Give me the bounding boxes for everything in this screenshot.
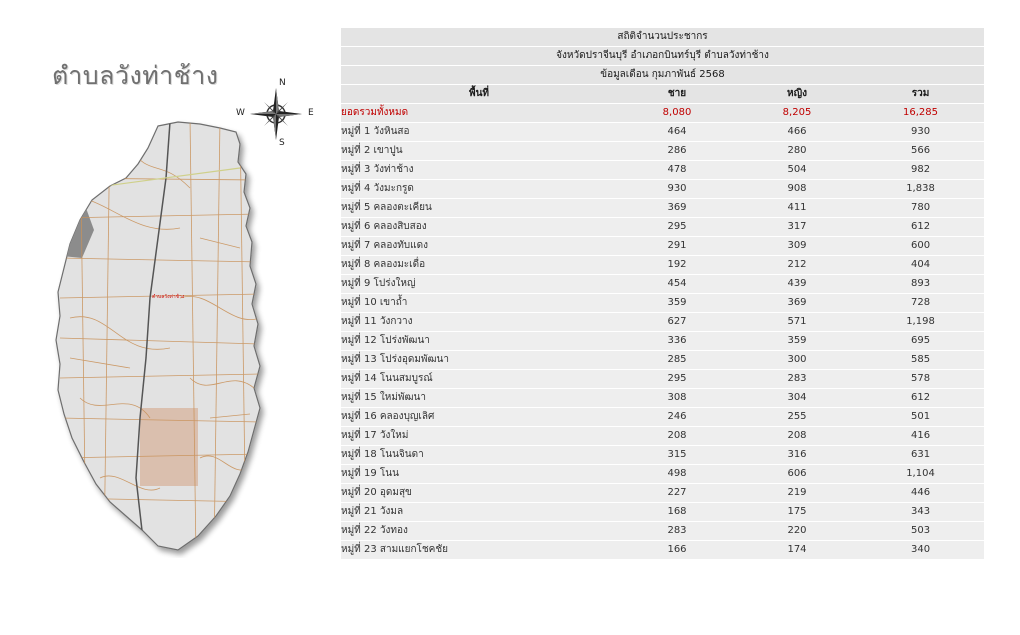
female-count-cell: 304	[737, 389, 857, 408]
village-name-cell: หมู่ที่ 1 วังหินสอ	[341, 123, 617, 142]
total-count-cell: 501	[857, 408, 984, 427]
table-row	[341, 161, 984, 180]
village-name-cell: หมู่ที่ 7 คลองทับแดง	[341, 237, 617, 256]
total-count-cell: 578	[857, 370, 984, 389]
female-count-cell: 255	[737, 408, 857, 427]
male-count-cell: 627	[617, 313, 737, 332]
population-table-wrapper	[341, 28, 984, 560]
total-count-cell: 612	[857, 218, 984, 237]
total-female: 8,205	[737, 104, 857, 123]
table-row	[341, 484, 984, 503]
total-count-cell: 893	[857, 275, 984, 294]
table-row	[341, 503, 984, 522]
female-count-cell: 283	[737, 370, 857, 389]
table-row	[341, 180, 984, 199]
village-name-cell: หมู่ที่ 4 วังมะกรูด	[341, 180, 617, 199]
village-name-cell: หมู่ที่ 16 คลองบุญเลิศ	[341, 408, 617, 427]
total-male: 8,080	[617, 104, 737, 123]
table-row	[341, 199, 984, 218]
male-count-cell: 308	[617, 389, 737, 408]
female-count-cell: 466	[737, 123, 857, 142]
total-count-cell: 728	[857, 294, 984, 313]
table-row	[341, 446, 984, 465]
subdistrict-map	[40, 118, 300, 558]
table-row	[341, 275, 984, 294]
table-row	[341, 218, 984, 237]
column-header-male: ชาย	[617, 85, 737, 104]
male-count-cell: 168	[617, 503, 737, 522]
male-count-cell: 192	[617, 256, 737, 275]
village-name-cell: หมู่ที่ 23 สามแยกโชคชัย	[341, 541, 617, 560]
female-count-cell: 208	[737, 427, 857, 446]
column-header-row	[341, 85, 984, 104]
male-count-cell: 315	[617, 446, 737, 465]
female-count-cell: 280	[737, 142, 857, 161]
male-count-cell: 930	[617, 180, 737, 199]
female-count-cell: 309	[737, 237, 857, 256]
total-count-cell: 585	[857, 351, 984, 370]
village-name-cell: หมู่ที่ 10 เขาถ้ำ	[341, 294, 617, 313]
male-count-cell: 166	[617, 541, 737, 560]
male-count-cell: 478	[617, 161, 737, 180]
column-header-total: รวม	[857, 85, 984, 104]
female-count-cell: 411	[737, 199, 857, 218]
column-header-female: หญิง	[737, 85, 857, 104]
village-name-cell: หมู่ที่ 8 คลองมะเดื่อ	[341, 256, 617, 275]
table-row	[341, 522, 984, 541]
village-name-cell: หมู่ที่ 9 โปร่งใหญ่	[341, 275, 617, 294]
total-count-cell: 631	[857, 446, 984, 465]
male-count-cell: 246	[617, 408, 737, 427]
total-count-cell: 695	[857, 332, 984, 351]
village-name-cell: หมู่ที่ 22 วังทอง	[341, 522, 617, 541]
village-name-cell: หมู่ที่ 21 วังมล	[341, 503, 617, 522]
total-row	[341, 104, 984, 123]
table-row	[341, 142, 984, 161]
female-count-cell: 359	[737, 332, 857, 351]
female-count-cell: 175	[737, 503, 857, 522]
female-count-cell: 439	[737, 275, 857, 294]
total-count-cell: 612	[857, 389, 984, 408]
village-name-cell: หมู่ที่ 18 โนนจินดา	[341, 446, 617, 465]
total-count-cell: 446	[857, 484, 984, 503]
table-subtitle-date: ข้อมูลเดือน กุมภาพันธ์ 2568	[341, 66, 984, 85]
village-name-cell: หมู่ที่ 19 โนน	[341, 465, 617, 484]
total-sum: 16,285	[857, 104, 984, 123]
table-row	[341, 332, 984, 351]
village-name-cell: หมู่ที่ 12 โปร่งพัฒนา	[341, 332, 617, 351]
total-count-cell: 600	[857, 237, 984, 256]
male-count-cell: 283	[617, 522, 737, 541]
table-row	[341, 351, 984, 370]
male-count-cell: 208	[617, 427, 737, 446]
total-count-cell: 566	[857, 142, 984, 161]
male-count-cell: 498	[617, 465, 737, 484]
total-count-cell: 340	[857, 541, 984, 560]
total-count-cell: 1,838	[857, 180, 984, 199]
village-name-cell: หมู่ที่ 13 โปร่งอุดมพัฒนา	[341, 351, 617, 370]
female-count-cell: 316	[737, 446, 857, 465]
female-count-cell: 300	[737, 351, 857, 370]
village-name-cell: หมู่ที่ 15 ใหม่พัฒนา	[341, 389, 617, 408]
table-row	[341, 389, 984, 408]
table-row	[341, 408, 984, 427]
female-count-cell: 369	[737, 294, 857, 313]
total-count-cell: 343	[857, 503, 984, 522]
column-header-area: พื้นที่	[341, 85, 617, 104]
map-title: ตำบลวังท่าช้าง	[52, 61, 219, 90]
table-row	[341, 465, 984, 484]
table-row	[341, 237, 984, 256]
total-count-cell: 930	[857, 123, 984, 142]
female-count-cell: 908	[737, 180, 857, 199]
total-count-cell: 780	[857, 199, 984, 218]
map-panel	[0, 0, 330, 635]
table-row	[341, 370, 984, 389]
female-count-cell: 212	[737, 256, 857, 275]
male-count-cell: 295	[617, 370, 737, 389]
male-count-cell: 369	[617, 199, 737, 218]
total-count-cell: 416	[857, 427, 984, 446]
compass-east-label: E	[308, 108, 314, 118]
compass-west-label: W	[236, 108, 245, 118]
male-count-cell: 291	[617, 237, 737, 256]
female-count-cell: 571	[737, 313, 857, 332]
female-count-cell: 317	[737, 218, 857, 237]
village-name-cell: หมู่ที่ 14 โนนสมบูรณ์	[341, 370, 617, 389]
compass-north-label: N	[279, 78, 286, 88]
compass-south-label: S	[279, 138, 285, 148]
table-row	[341, 256, 984, 275]
female-count-cell: 219	[737, 484, 857, 503]
female-count-cell: 174	[737, 541, 857, 560]
total-count-cell: 1,198	[857, 313, 984, 332]
table-row	[341, 123, 984, 142]
table-row	[341, 294, 984, 313]
female-count-cell: 606	[737, 465, 857, 484]
total-count-cell: 982	[857, 161, 984, 180]
village-name-cell: หมู่ที่ 5 คลองตะเคียน	[341, 199, 617, 218]
village-name-cell: หมู่ที่ 2 เขาปูน	[341, 142, 617, 161]
male-count-cell: 285	[617, 351, 737, 370]
female-count-cell: 504	[737, 161, 857, 180]
female-count-cell: 220	[737, 522, 857, 541]
total-count-cell: 1,104	[857, 465, 984, 484]
map-center-label: ตำบลวังท่าช้าง	[152, 294, 185, 300]
table-row	[341, 313, 984, 332]
total-count-cell: 404	[857, 256, 984, 275]
male-count-cell: 464	[617, 123, 737, 142]
male-count-cell: 454	[617, 275, 737, 294]
table-subtitle-location: จังหวัดปราจีนบุรี อำเภอกบินทร์บุรี ตำบลวังท่าช้าง	[341, 47, 984, 66]
village-name-cell: หมู่ที่ 17 วังใหม่	[341, 427, 617, 446]
table-row	[341, 427, 984, 446]
male-count-cell: 359	[617, 294, 737, 313]
male-count-cell: 336	[617, 332, 737, 351]
total-label: ยอดรวมทั้งหมด	[341, 104, 617, 123]
male-count-cell: 227	[617, 484, 737, 503]
table-row	[341, 541, 984, 560]
table-title: สถิติจำนวนประชากร	[341, 28, 984, 47]
total-count-cell: 503	[857, 522, 984, 541]
village-name-cell: หมู่ที่ 20 อุดมสุข	[341, 484, 617, 503]
village-name-cell: หมู่ที่ 11 วังกวาง	[341, 313, 617, 332]
population-table	[341, 28, 984, 560]
village-name-cell: หมู่ที่ 3 วังท่าช้าง	[341, 161, 617, 180]
male-count-cell: 286	[617, 142, 737, 161]
male-count-cell: 295	[617, 218, 737, 237]
village-name-cell: หมู่ที่ 6 คลองสิบสอง	[341, 218, 617, 237]
